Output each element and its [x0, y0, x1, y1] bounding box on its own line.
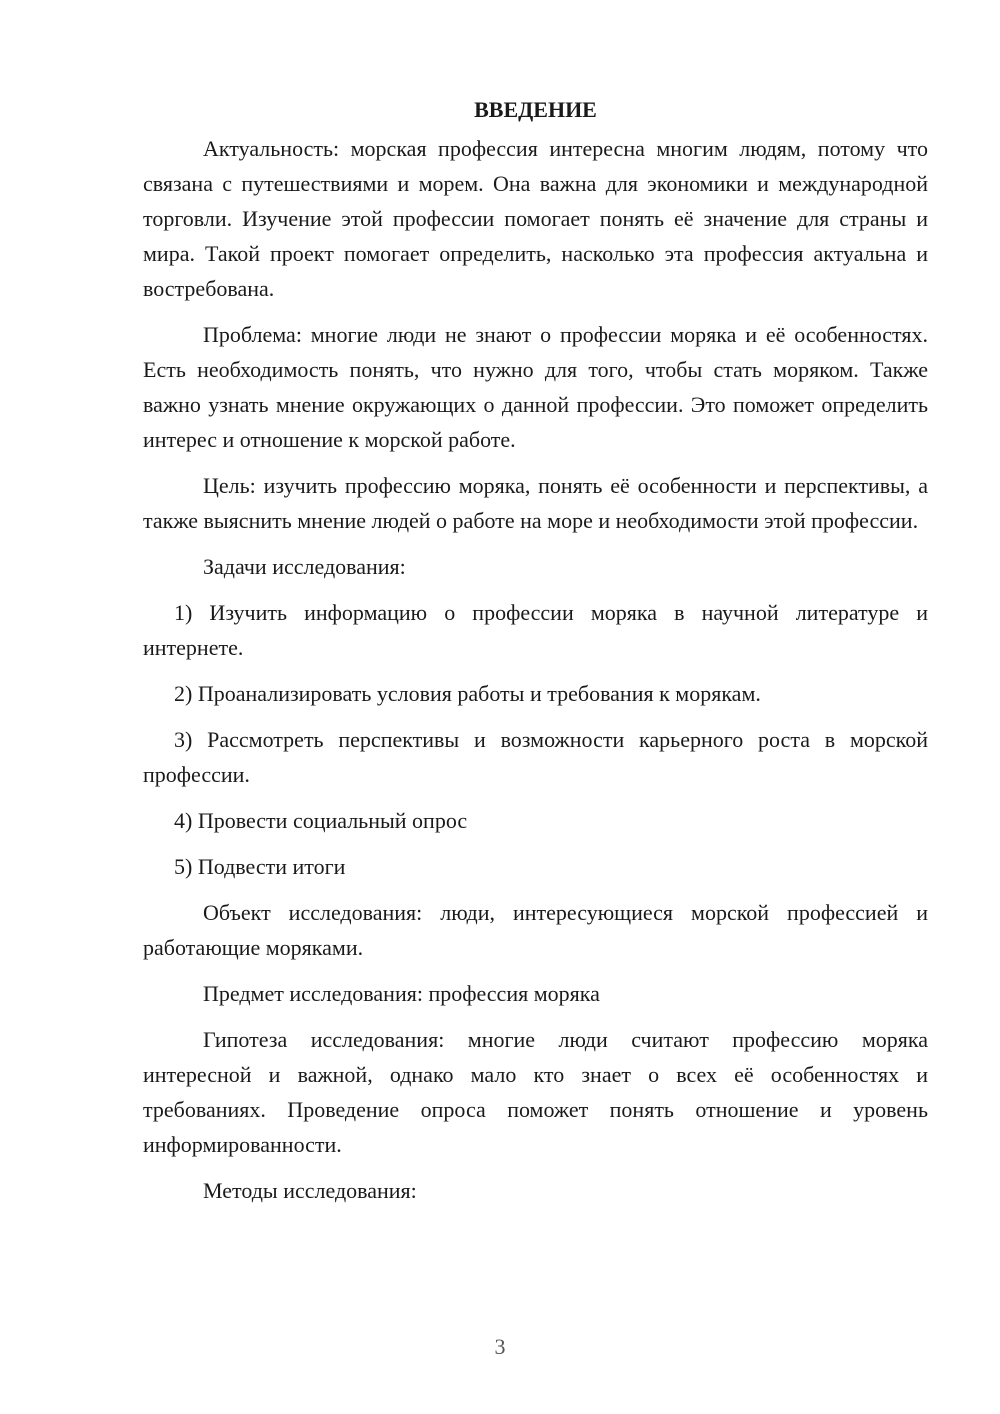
page-number: 3 — [494, 1334, 506, 1359]
page-content — [143, 92, 928, 1219]
paragraph-hypothesis: Гипотеза исследования: многие люди считают профессию моряка интересной и важной, однако мало кто знает о всех её особенностях и требованиях. Проведение опроса поможет понять отношение и уровень информированности. — [143, 1027, 928, 1157]
section-title: ВВЕДЕНИЕ — [474, 97, 597, 122]
methods-heading: Методы исследования: — [203, 1178, 417, 1203]
task-item-5: 5) Подвести итоги — [174, 854, 346, 879]
paragraph-problem: Проблема: многие люди не знают о профессии моряка и её особенностях. Есть необходимость понять, что нужно для того, чтобы стать моряком. Также важно узнать мнение окружающих о данной профессии. Это поможет определить интерес и отношение к морской работе. — [143, 322, 928, 452]
task-item-4: 4) Провести социальный опрос — [174, 808, 468, 833]
paragraph-relevance: Актуальность: морская профессия интересна многим людям, потому что связана с путешествиями и морем. Она важна для экономики и международной торговли. Изучение этой профессии помогает понять её значение для страны и мира. Такой проект помогает определить, насколько эта профессия актуальна и востребована. — [143, 136, 928, 301]
paragraph-subject: Предмет исследования: профессия моряка — [203, 981, 600, 1006]
paragraph-object: Объект исследования: люди, интересующиеся морской профессией и работающие моряками. — [143, 900, 928, 960]
paragraph-goal: Цель: изучить профессию моряка, понять её особенности и перспективы, а также выяснить мнение людей о работе на море и необходимости этой профессии. — [143, 473, 928, 533]
tasks-heading: Задачи исследования: — [203, 554, 406, 579]
task-item-2: 2) Проанализировать условия работы и требования к морякам. — [174, 681, 761, 706]
task-item-3: 3) Рассмотреть перспективы и возможности карьерного роста в морской профессии. — [143, 727, 928, 787]
task-item-1: 1) Изучить информацию о профессии моряка в научной литературе и интернете. — [143, 600, 928, 660]
